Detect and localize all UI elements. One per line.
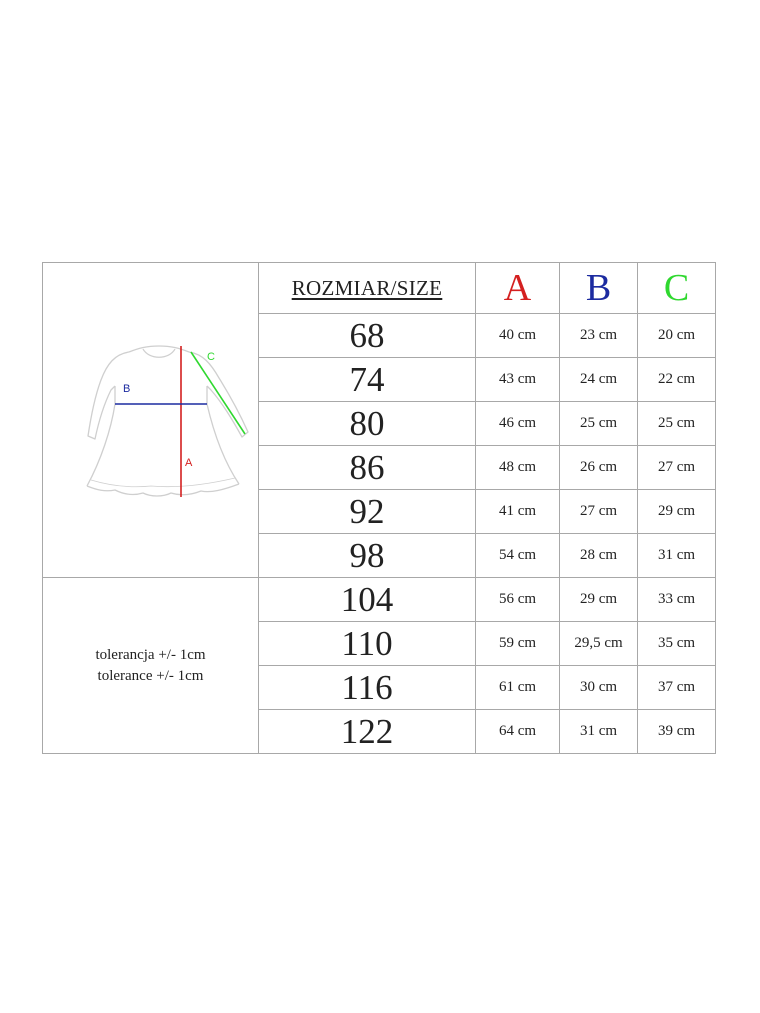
measure-a-cell: 40 cm bbox=[476, 314, 560, 358]
size-value: 98 bbox=[349, 536, 385, 575]
measure-b-cell: 26 cm bbox=[560, 446, 638, 490]
size-cell bbox=[259, 358, 476, 402]
measure-c-line bbox=[191, 352, 245, 434]
size-header-label: ROZMIAR/SIZE bbox=[291, 275, 443, 300]
measure-a-cell: 43 cm bbox=[476, 358, 560, 402]
measure-a-label: A bbox=[184, 457, 192, 469]
measure-b-cell: 25 cm bbox=[560, 402, 638, 446]
size-cell bbox=[259, 402, 476, 446]
measure-b-cell: 23 cm bbox=[560, 314, 638, 358]
dress-diagram bbox=[51, 320, 251, 520]
measure-c-cell: 39 cm bbox=[638, 710, 716, 754]
measure-b-cell: 28 cm bbox=[560, 534, 638, 578]
size-cell bbox=[259, 446, 476, 490]
measure-b-cell: 27 cm bbox=[560, 490, 638, 534]
size-value: 116 bbox=[341, 668, 393, 707]
measure-c-cell: 29 cm bbox=[638, 490, 716, 534]
column-b-letter: B bbox=[585, 267, 612, 309]
measure-c-cell: 31 cm bbox=[638, 534, 716, 578]
size-cell bbox=[259, 666, 476, 710]
measure-b-cell: 24 cm bbox=[560, 358, 638, 402]
column-c-letter: C bbox=[663, 267, 690, 309]
size-value: 68 bbox=[349, 316, 385, 355]
measure-c-label: C bbox=[206, 351, 215, 363]
column-a-header bbox=[476, 263, 560, 314]
measure-c-cell: 33 cm bbox=[638, 578, 716, 622]
measure-b-label: B bbox=[122, 383, 130, 395]
measure-c-cell: 25 cm bbox=[638, 402, 716, 446]
size-value: 74 bbox=[349, 360, 385, 399]
measure-b-cell: 29 cm bbox=[560, 578, 638, 622]
measure-b-cell: 30 cm bbox=[560, 666, 638, 710]
size-cell bbox=[259, 490, 476, 534]
dress-outline bbox=[87, 346, 248, 496]
measure-c-cell: 35 cm bbox=[638, 622, 716, 666]
tolerance-cell bbox=[43, 578, 259, 754]
size-column-header bbox=[259, 263, 476, 314]
size-value: 122 bbox=[340, 712, 394, 751]
measure-c-cell: 20 cm bbox=[638, 314, 716, 358]
size-value: 86 bbox=[349, 448, 385, 487]
size-cell bbox=[259, 578, 476, 622]
size-value: 104 bbox=[340, 580, 394, 619]
size-cell bbox=[259, 314, 476, 358]
column-c-header bbox=[638, 263, 716, 314]
column-b-header bbox=[560, 263, 638, 314]
table-row bbox=[43, 578, 716, 622]
dress-diagram-cell bbox=[43, 263, 259, 578]
measure-a-cell: 41 cm bbox=[476, 490, 560, 534]
measure-b-cell: 29,5 cm bbox=[560, 622, 638, 666]
size-cell bbox=[259, 710, 476, 754]
table-header-row bbox=[43, 263, 716, 314]
size-chart-table bbox=[42, 262, 716, 754]
size-cell bbox=[259, 534, 476, 578]
tolerance-polish: tolerancja +/- 1cm bbox=[95, 646, 206, 663]
size-cell bbox=[259, 622, 476, 666]
measure-a-cell: 46 cm bbox=[476, 402, 560, 446]
measure-a-cell: 61 cm bbox=[476, 666, 560, 710]
measure-a-cell: 64 cm bbox=[476, 710, 560, 754]
measure-c-cell: 22 cm bbox=[638, 358, 716, 402]
measure-a-cell: 54 cm bbox=[476, 534, 560, 578]
column-a-letter: A bbox=[503, 267, 532, 309]
measure-a-cell: 48 cm bbox=[476, 446, 560, 490]
measure-a-cell: 56 cm bbox=[476, 578, 560, 622]
tolerance-english: tolerance +/- 1cm bbox=[97, 667, 204, 684]
size-value: 92 bbox=[349, 492, 385, 531]
size-value: 80 bbox=[349, 404, 385, 443]
measure-c-cell: 27 cm bbox=[638, 446, 716, 490]
measure-c-cell: 37 cm bbox=[638, 666, 716, 710]
measure-a-cell: 59 cm bbox=[476, 622, 560, 666]
measure-b-cell: 31 cm bbox=[560, 710, 638, 754]
size-value: 110 bbox=[341, 624, 393, 663]
